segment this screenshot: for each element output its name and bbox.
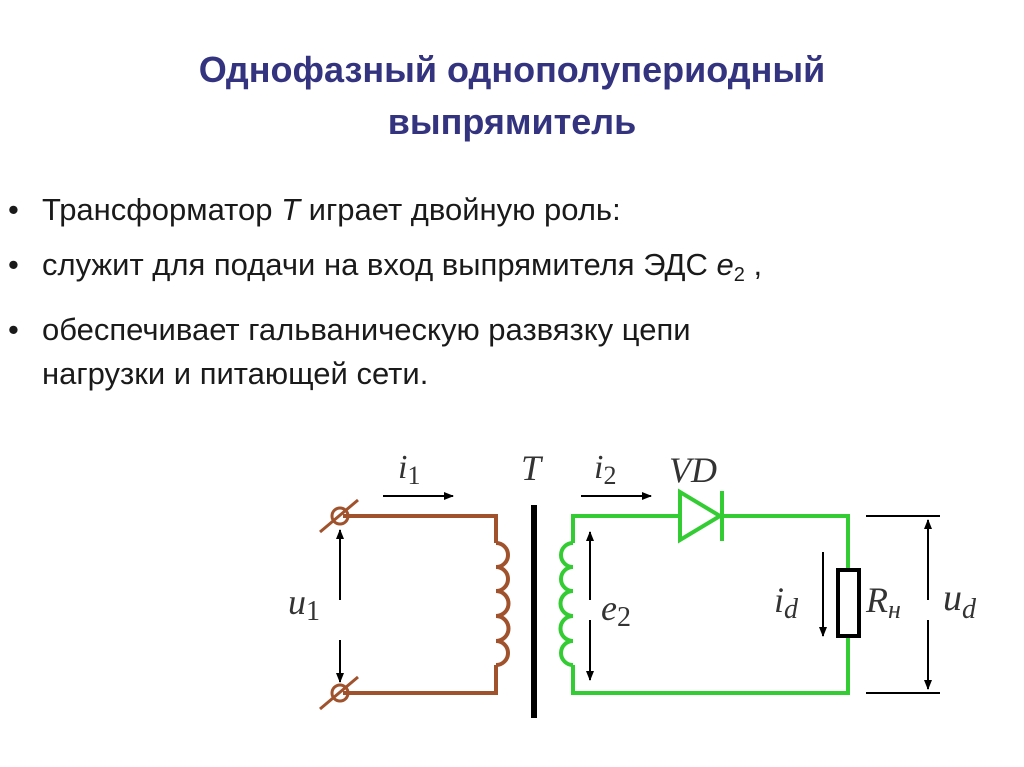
- secondary-winding: [561, 543, 574, 665]
- title-line-1: Однофазный однополупериодный: [198, 49, 826, 90]
- bullet-dot: •: [8, 247, 19, 282]
- label-e2: e2: [601, 588, 631, 633]
- secondary-wire-top: [573, 516, 678, 543]
- bullet-dot: •: [8, 312, 19, 347]
- primary-wire-top: [343, 516, 496, 543]
- secondary-wire-right: [723, 516, 848, 570]
- primary-wire-bottom: [343, 665, 496, 693]
- label-Rn: Rн: [866, 580, 901, 624]
- diode-triangle: [680, 492, 720, 540]
- label-i1: i1: [398, 449, 421, 490]
- primary-circuit: [343, 516, 509, 693]
- label-i2: i2: [594, 449, 617, 490]
- primary-winding: [496, 543, 509, 665]
- bullet-item-1: • Трансформатор T играет двойную роль:: [8, 188, 1008, 232]
- bullet-dot: •: [8, 192, 19, 227]
- bullet-item-3: • обеспечивает гальваническую развязку цепи нагрузки и питающей сети.: [8, 308, 1008, 396]
- bullet-item-2: • служит для подачи на вход выпрямителя ЭДС $e_2$ ,: [8, 243, 1008, 297]
- title-line-2: выпрямитель: [387, 101, 637, 142]
- secondary-wire-return: [573, 636, 848, 693]
- diode-vd: [680, 491, 722, 541]
- label-u1: u1: [288, 582, 320, 627]
- load-resistor: [838, 570, 859, 636]
- label-id: id: [774, 580, 799, 625]
- label-VD: VD: [669, 450, 717, 490]
- label-T: T: [521, 448, 542, 488]
- label-ud: $u_d$: [943, 577, 976, 625]
